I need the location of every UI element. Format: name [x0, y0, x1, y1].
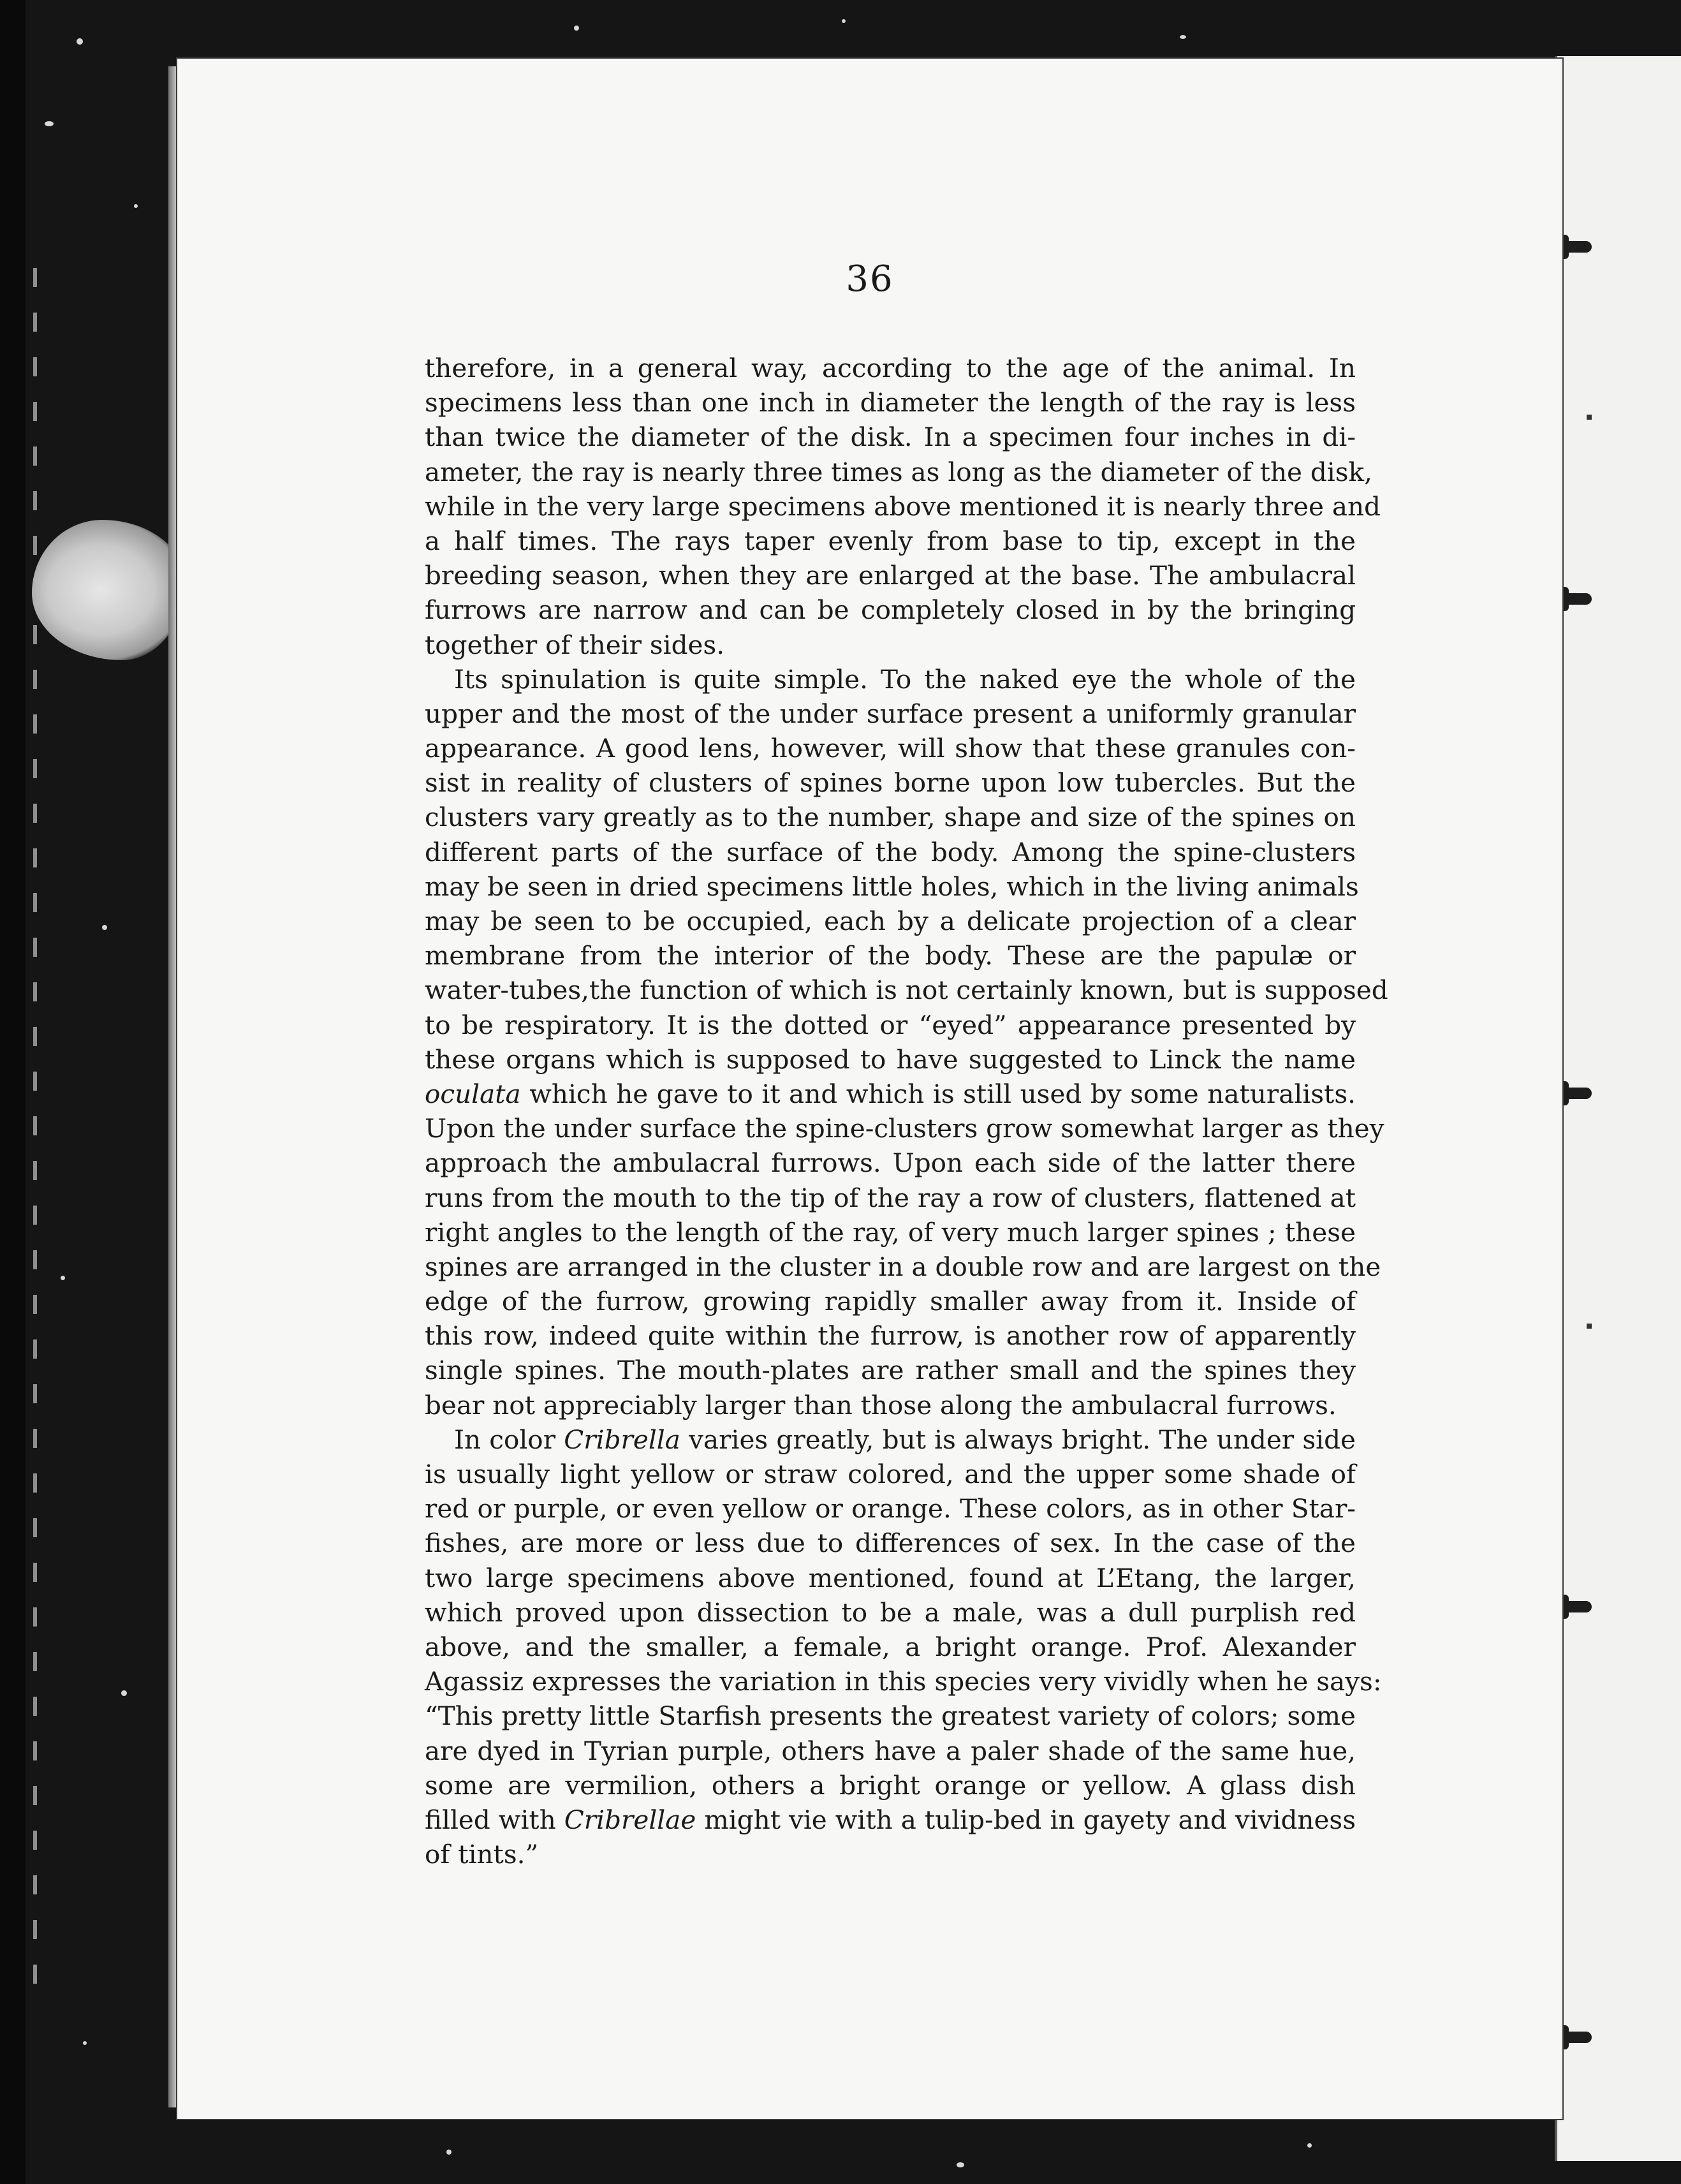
text-line: membrane from the interior of the body. These are the papulæ or	[425, 940, 1356, 971]
text-line: appearance. A good lens, however, will show that these granules con-	[425, 733, 1356, 764]
text-line: “This pretty little Starfish presents the greatest variety of colors; some	[425, 1701, 1356, 1732]
dust-speck	[957, 2162, 964, 2167]
text-line: red or purple, or even yellow or orange. These colors, as in other Star-	[425, 1493, 1356, 1524]
text-line: right angles to the length of the ray, of very much larger spines ; these	[425, 1216, 1356, 1248]
margin-mark	[1587, 1324, 1592, 1329]
text-line: two large specimens above mentioned, found at L’Etang, the larger,	[425, 1562, 1356, 1593]
text-segment: filled with	[425, 1804, 564, 1835]
text-line: furrows are narrow and can be completely closed in by the bringing	[425, 594, 1356, 626]
text-line: than twice the diameter of the disk. In a specimen four inches in di-	[425, 422, 1356, 453]
text-line: single spines. The mouth-plates are rather small and the spines they	[425, 1355, 1356, 1386]
margin-mark	[1587, 415, 1592, 420]
text-line: specimens less than one inch in diameter the length of the ray is less	[425, 387, 1356, 418]
text-line: spines are arranged in the cluster in a double row and are largest on the	[425, 1251, 1381, 1282]
dust-speck	[45, 121, 54, 126]
dust-speck	[61, 1276, 65, 1280]
text-line: are dyed in Tyrian purple, others have a paler shade of the same hue,	[425, 1735, 1356, 1766]
page-number: 36	[846, 258, 894, 300]
text-line: different parts of the surface of the body. Among the spine-clusters	[425, 836, 1356, 867]
italic-term: Cribrella	[564, 1424, 680, 1455]
text-line: above, and the smaller, a female, a bright orange. Prof. Alexander	[425, 1631, 1356, 1662]
text-line: a half times. The rays taper evenly from base to tip, except in the	[425, 525, 1356, 556]
dust-speck	[121, 1690, 127, 1696]
text-line: is usually light yellow or straw colored, and the upper some shade of	[425, 1459, 1356, 1489]
text-line: upper and the most of the under surface present a uniformly granular	[425, 698, 1356, 729]
text-line: therefore, in a general way, according to the age of the animal. In	[425, 353, 1356, 383]
text-line	[425, 1422, 1356, 1457]
text-line: to be respiratory. It is the dotted or “eyed” appearance presented by	[425, 1009, 1356, 1040]
text-line: clusters vary greatly as to the number, shape and size of the spines on	[425, 802, 1356, 833]
dust-speck	[77, 38, 83, 45]
paper-fragment-stain	[32, 520, 185, 660]
text-line: water-tubes,the function of which is not certainly known, but is supposed	[425, 975, 1388, 1006]
text-line: Upon the under surface the spine-clusters grow somewhat larger as they	[425, 1113, 1384, 1144]
text-line: bear not appreciably larger than those along the ambulacral furrows.	[425, 1389, 1337, 1420]
dust-speck	[83, 2041, 87, 2045]
paragraph	[425, 1422, 1382, 1871]
text-line: runs from the mouth to the tip of the ray a row of clusters, flattened at	[425, 1182, 1356, 1213]
text-line: which proved upon dissection to be a male, was a dull purplish red	[425, 1597, 1356, 1628]
scan-background-edge	[0, 0, 26, 2184]
text-segment: which he gave to it and which is still used by some naturalists.	[520, 1078, 1356, 1109]
paragraph	[425, 351, 1381, 662]
adjacent-page	[1555, 56, 1681, 2161]
text-line: breeding season, when they are enlarged at the base. The ambulacral	[425, 560, 1356, 591]
italic-term: oculata	[425, 1078, 521, 1109]
dust-speck	[134, 204, 138, 208]
text-line	[425, 1803, 1356, 1837]
text-line: may be seen to be occupied, each by a delicate projection of a clear	[425, 906, 1356, 936]
dust-speck	[1180, 35, 1186, 39]
paragraph	[425, 662, 1388, 1422]
text-line: while in the very large specimens above mentioned it is nearly three and	[425, 491, 1381, 522]
text-line: some are vermilion, others a bright orange or yellow. A glass dish	[425, 1769, 1356, 1801]
text-line: fishes, are more or less due to differences of sex. In the case of the	[425, 1528, 1356, 1559]
text-line: Agassiz expresses the variation in this species very vividly when he says:	[425, 1666, 1382, 1697]
text-segment: varies greatly, but is always bright. The under side	[680, 1424, 1356, 1455]
dust-speck	[102, 925, 107, 930]
text-line: together of their sides.	[425, 629, 725, 660]
text-line: ameter, the ray is nearly three times as long as the diameter of the disk,	[425, 456, 1372, 487]
page-edge-shadow	[168, 66, 177, 2107]
text-segment: In color	[454, 1424, 564, 1455]
dust-speck	[842, 19, 846, 23]
text-line: this row, indeed quite within the furrow, is another row of apparently	[425, 1320, 1356, 1352]
dust-speck	[446, 2150, 451, 2155]
text-line: approach the ambulacral furrows. Upon each side of the latter there	[425, 1147, 1356, 1179]
text-line: may be seen in dried specimens little holes, which in the living animals	[425, 871, 1359, 902]
text-line: sist in reality of clusters of spines borne upon low tubercles. But the	[425, 767, 1356, 799]
text-line	[425, 1077, 1356, 1111]
scan-margin-mark	[33, 268, 37, 1990]
text-line: these organs which is supposed to have suggested to Linck the name	[425, 1044, 1356, 1075]
body-text	[425, 351, 1388, 1871]
text-segment: might vie with a tulip-bed in gayety and vividness	[696, 1804, 1356, 1835]
dust-speck	[1307, 2143, 1312, 2148]
text-line: Its spinulation is quite simple. To the naked eye the whole of the	[454, 663, 1356, 695]
dust-speck	[574, 26, 579, 31]
text-line: edge of the furrow, growing rapidly smaller away from it. Inside of	[425, 1286, 1356, 1317]
text-line: of tints.”	[425, 1839, 539, 1870]
italic-term: Cribrellae	[564, 1804, 696, 1835]
